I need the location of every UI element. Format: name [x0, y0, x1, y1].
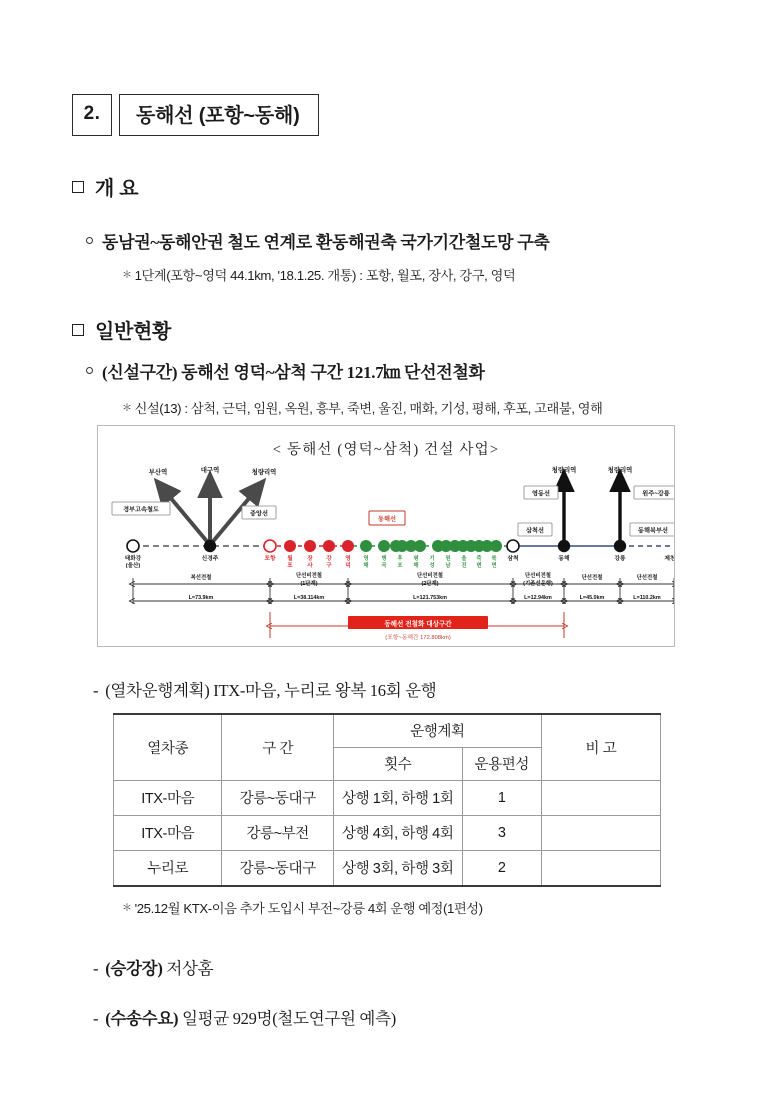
section-number-box: 2.	[72, 94, 112, 136]
dash-bullet-icon: -	[93, 681, 99, 700]
dash-bullet-icon: -	[93, 1009, 99, 1028]
platform-line	[93, 955, 213, 979]
th-segment: 구 간	[222, 714, 333, 781]
section-title-box: 동해선 (포항~동해)	[119, 94, 319, 136]
svg-text:포항: 포항	[264, 556, 276, 562]
overview-note	[122, 265, 515, 284]
svg-text:동해선: 동해선	[378, 516, 396, 523]
svg-text:태화강: 태화강	[124, 556, 142, 562]
th-count: 횟수	[333, 748, 462, 781]
svg-text:L=110.2km: L=110.2km	[633, 595, 661, 601]
svg-text:울: 울	[461, 556, 467, 562]
svg-text:북: 북	[491, 556, 497, 562]
status-note-text: 신설(13) : 삼척, 근덕, 임원, 옥원, 흥부, 죽변, 울진, 매화, 기성, 평해, 후포, 고래불, 영해	[134, 401, 603, 416]
svg-text:복선전철: 복선전철	[190, 575, 212, 581]
asterisk-icon: ＊	[122, 903, 132, 914]
overview-bullet	[86, 228, 549, 253]
svg-text:청량리역: 청량리역	[251, 469, 277, 476]
demand-line	[93, 1005, 396, 1029]
cell-segment: 강릉~부전	[222, 816, 333, 851]
table-row	[114, 781, 661, 816]
status-note	[122, 398, 602, 417]
svg-text:동해선 전철화 대상구간: 동해선 전철화 대상구간	[384, 621, 452, 628]
svg-text:남: 남	[445, 563, 451, 569]
svg-text:병: 병	[381, 556, 387, 562]
svg-text:단선전철: 단선전철	[636, 575, 658, 581]
svg-text:L=38.114km: L=38.114km	[293, 595, 325, 601]
svg-text:신경주: 신경주	[201, 556, 219, 562]
svg-text:L=121.753km: L=121.753km	[413, 595, 447, 601]
platform-label: (승강장)	[105, 959, 163, 978]
svg-text:삼척: 삼척	[507, 556, 519, 562]
cell-formation: 2	[462, 851, 541, 887]
cell-formation: 1	[462, 781, 541, 816]
overview-note-text: 1단계(포항~영덕 44.1km, '18.1.25. 개통) : 포항, 월포, 장사, 강구, 영덕	[134, 268, 516, 283]
status-bullet-text: (신설구간) 동해선 영덕~삼척 구간 121.7㎞ 단선전철화	[102, 363, 485, 382]
cell-count: 상행 4회, 하행 4회	[333, 816, 462, 851]
svg-text:단선전철: 단선전철	[581, 575, 603, 581]
demand-label: (수송수요)	[105, 1009, 179, 1028]
demand-value: 일평균 929명(철도연구원 예측)	[181, 1009, 396, 1028]
svg-text:죽: 죽	[476, 556, 482, 562]
circle-bullet-icon	[86, 367, 93, 374]
cell-remarks	[541, 781, 660, 816]
svg-text:강: 강	[326, 556, 332, 562]
table-row	[114, 851, 661, 887]
train-plan-bullet	[93, 677, 436, 701]
table-body	[114, 781, 661, 887]
svg-text:(기존선운행): (기존선운행)	[523, 581, 553, 587]
svg-text:(2단계): (2단계)	[421, 581, 439, 587]
train-plan-bullet-text: (열차운행계획) ITX-마음, 누리로 왕복 16회 운행	[105, 681, 437, 700]
cell-formation: 3	[462, 816, 541, 851]
section-title-row	[72, 94, 319, 136]
cell-remarks	[541, 851, 660, 887]
train-plan-table-wrap	[113, 713, 661, 887]
heading-overview	[72, 172, 138, 201]
svg-text:변: 변	[476, 563, 482, 569]
table-head	[114, 714, 661, 781]
svg-text:덕: 덕	[345, 563, 351, 569]
cell-count: 상행 1회, 하행 1회	[333, 781, 462, 816]
cell-segment: 강릉~동대구	[222, 851, 333, 887]
svg-text:L=73.9km: L=73.9km	[188, 595, 214, 601]
svg-text:해: 해	[363, 563, 369, 569]
train-plan-note	[122, 898, 483, 917]
svg-text:L=45.0km: L=45.0km	[579, 595, 605, 601]
railway-line-diagram	[97, 425, 675, 647]
table-header-row-1	[114, 714, 661, 748]
svg-text:삼척선: 삼척선	[526, 527, 544, 535]
svg-text:강릉: 강릉	[614, 556, 626, 562]
svg-text:월: 월	[287, 556, 293, 562]
overview-bullet-text: 동남권~동해안권 철도 연계로 환동해권축 국가기간철도망 구축	[102, 233, 550, 252]
svg-text:동해: 동해	[558, 556, 570, 562]
svg-text:L=12.94km: L=12.94km	[524, 595, 552, 601]
diagram-title: < 동해선 (영덕~삼척) 건설 사업>	[272, 442, 500, 458]
svg-text:해: 해	[413, 563, 419, 569]
svg-text:(울산): (울산)	[125, 563, 141, 569]
square-bullet-icon	[72, 324, 84, 336]
svg-text:(포항~동해간 172.808km): (포항~동해간 172.808km)	[385, 635, 451, 641]
svg-text:영: 영	[345, 556, 351, 562]
svg-text:구: 구	[326, 563, 332, 569]
cell-count: 상행 3회, 하행 3회	[333, 851, 462, 887]
svg-text:영: 영	[363, 556, 369, 562]
svg-text:부산역: 부산역	[148, 469, 168, 476]
svg-text:후: 후	[397, 556, 403, 562]
cell-train-type: ITX-마음	[114, 816, 222, 851]
table-row	[114, 816, 661, 851]
square-bullet-icon	[72, 181, 84, 193]
svg-text:장: 장	[307, 556, 313, 562]
svg-text:(1단계): (1단계)	[300, 581, 318, 587]
svg-text:곡: 곡	[381, 563, 387, 569]
svg-text:원주~강릉: 원주~강릉	[642, 490, 670, 498]
th-train-type: 열차종	[114, 714, 222, 781]
diagram-svg	[98, 426, 675, 647]
dash-bullet-icon: -	[93, 959, 99, 978]
svg-text:원: 원	[445, 556, 451, 562]
svg-text:영동선: 영동선	[532, 490, 550, 498]
status-bullet	[86, 358, 485, 383]
svg-text:성: 성	[429, 563, 435, 569]
cell-segment: 강릉~동대구	[222, 781, 333, 816]
svg-text:단선비전철: 단선비전철	[295, 573, 323, 579]
svg-text:제천: 제천	[664, 556, 676, 562]
platform-value: 저상홈	[166, 959, 214, 978]
svg-text:동해북부선: 동해북부선	[638, 527, 668, 535]
svg-text:평: 평	[413, 556, 419, 562]
cell-train-type: ITX-마음	[114, 781, 222, 816]
cell-remarks	[541, 816, 660, 851]
svg-text:면: 면	[491, 563, 497, 569]
svg-text:청량리역: 청량리역	[607, 467, 633, 474]
svg-text:경부고속철도: 경부고속철도	[123, 506, 159, 514]
svg-text:단선비전철: 단선비전철	[416, 573, 444, 579]
svg-text:단선비전철: 단선비전철	[524, 573, 552, 579]
heading-status	[72, 315, 171, 344]
svg-text:중앙선: 중앙선	[250, 510, 268, 518]
heading-status-label: 일반현황	[95, 321, 172, 343]
svg-text:청량리역: 청량리역	[551, 467, 577, 474]
svg-text:대구역: 대구역	[200, 467, 220, 474]
train-plan-note-text: '25.12월 KTX-이음 추가 도입시 부전~강릉 4회 운행 예정(1편성)	[134, 901, 483, 916]
svg-text:기: 기	[429, 556, 435, 562]
svg-text:포: 포	[287, 563, 293, 569]
svg-text:포: 포	[397, 563, 403, 569]
asterisk-icon: ＊	[122, 403, 132, 414]
heading-overview-label: 개 요	[95, 178, 139, 200]
th-formation: 운용편성	[462, 748, 541, 781]
th-plan: 운행계획	[333, 714, 541, 748]
svg-text:진: 진	[461, 563, 467, 569]
svg-text:사: 사	[307, 563, 313, 569]
asterisk-icon: ＊	[122, 270, 132, 281]
cell-train-type: 누리로	[114, 851, 222, 887]
th-remarks: 비 고	[541, 714, 660, 781]
circle-bullet-icon	[86, 237, 93, 244]
train-plan-table	[113, 713, 661, 887]
